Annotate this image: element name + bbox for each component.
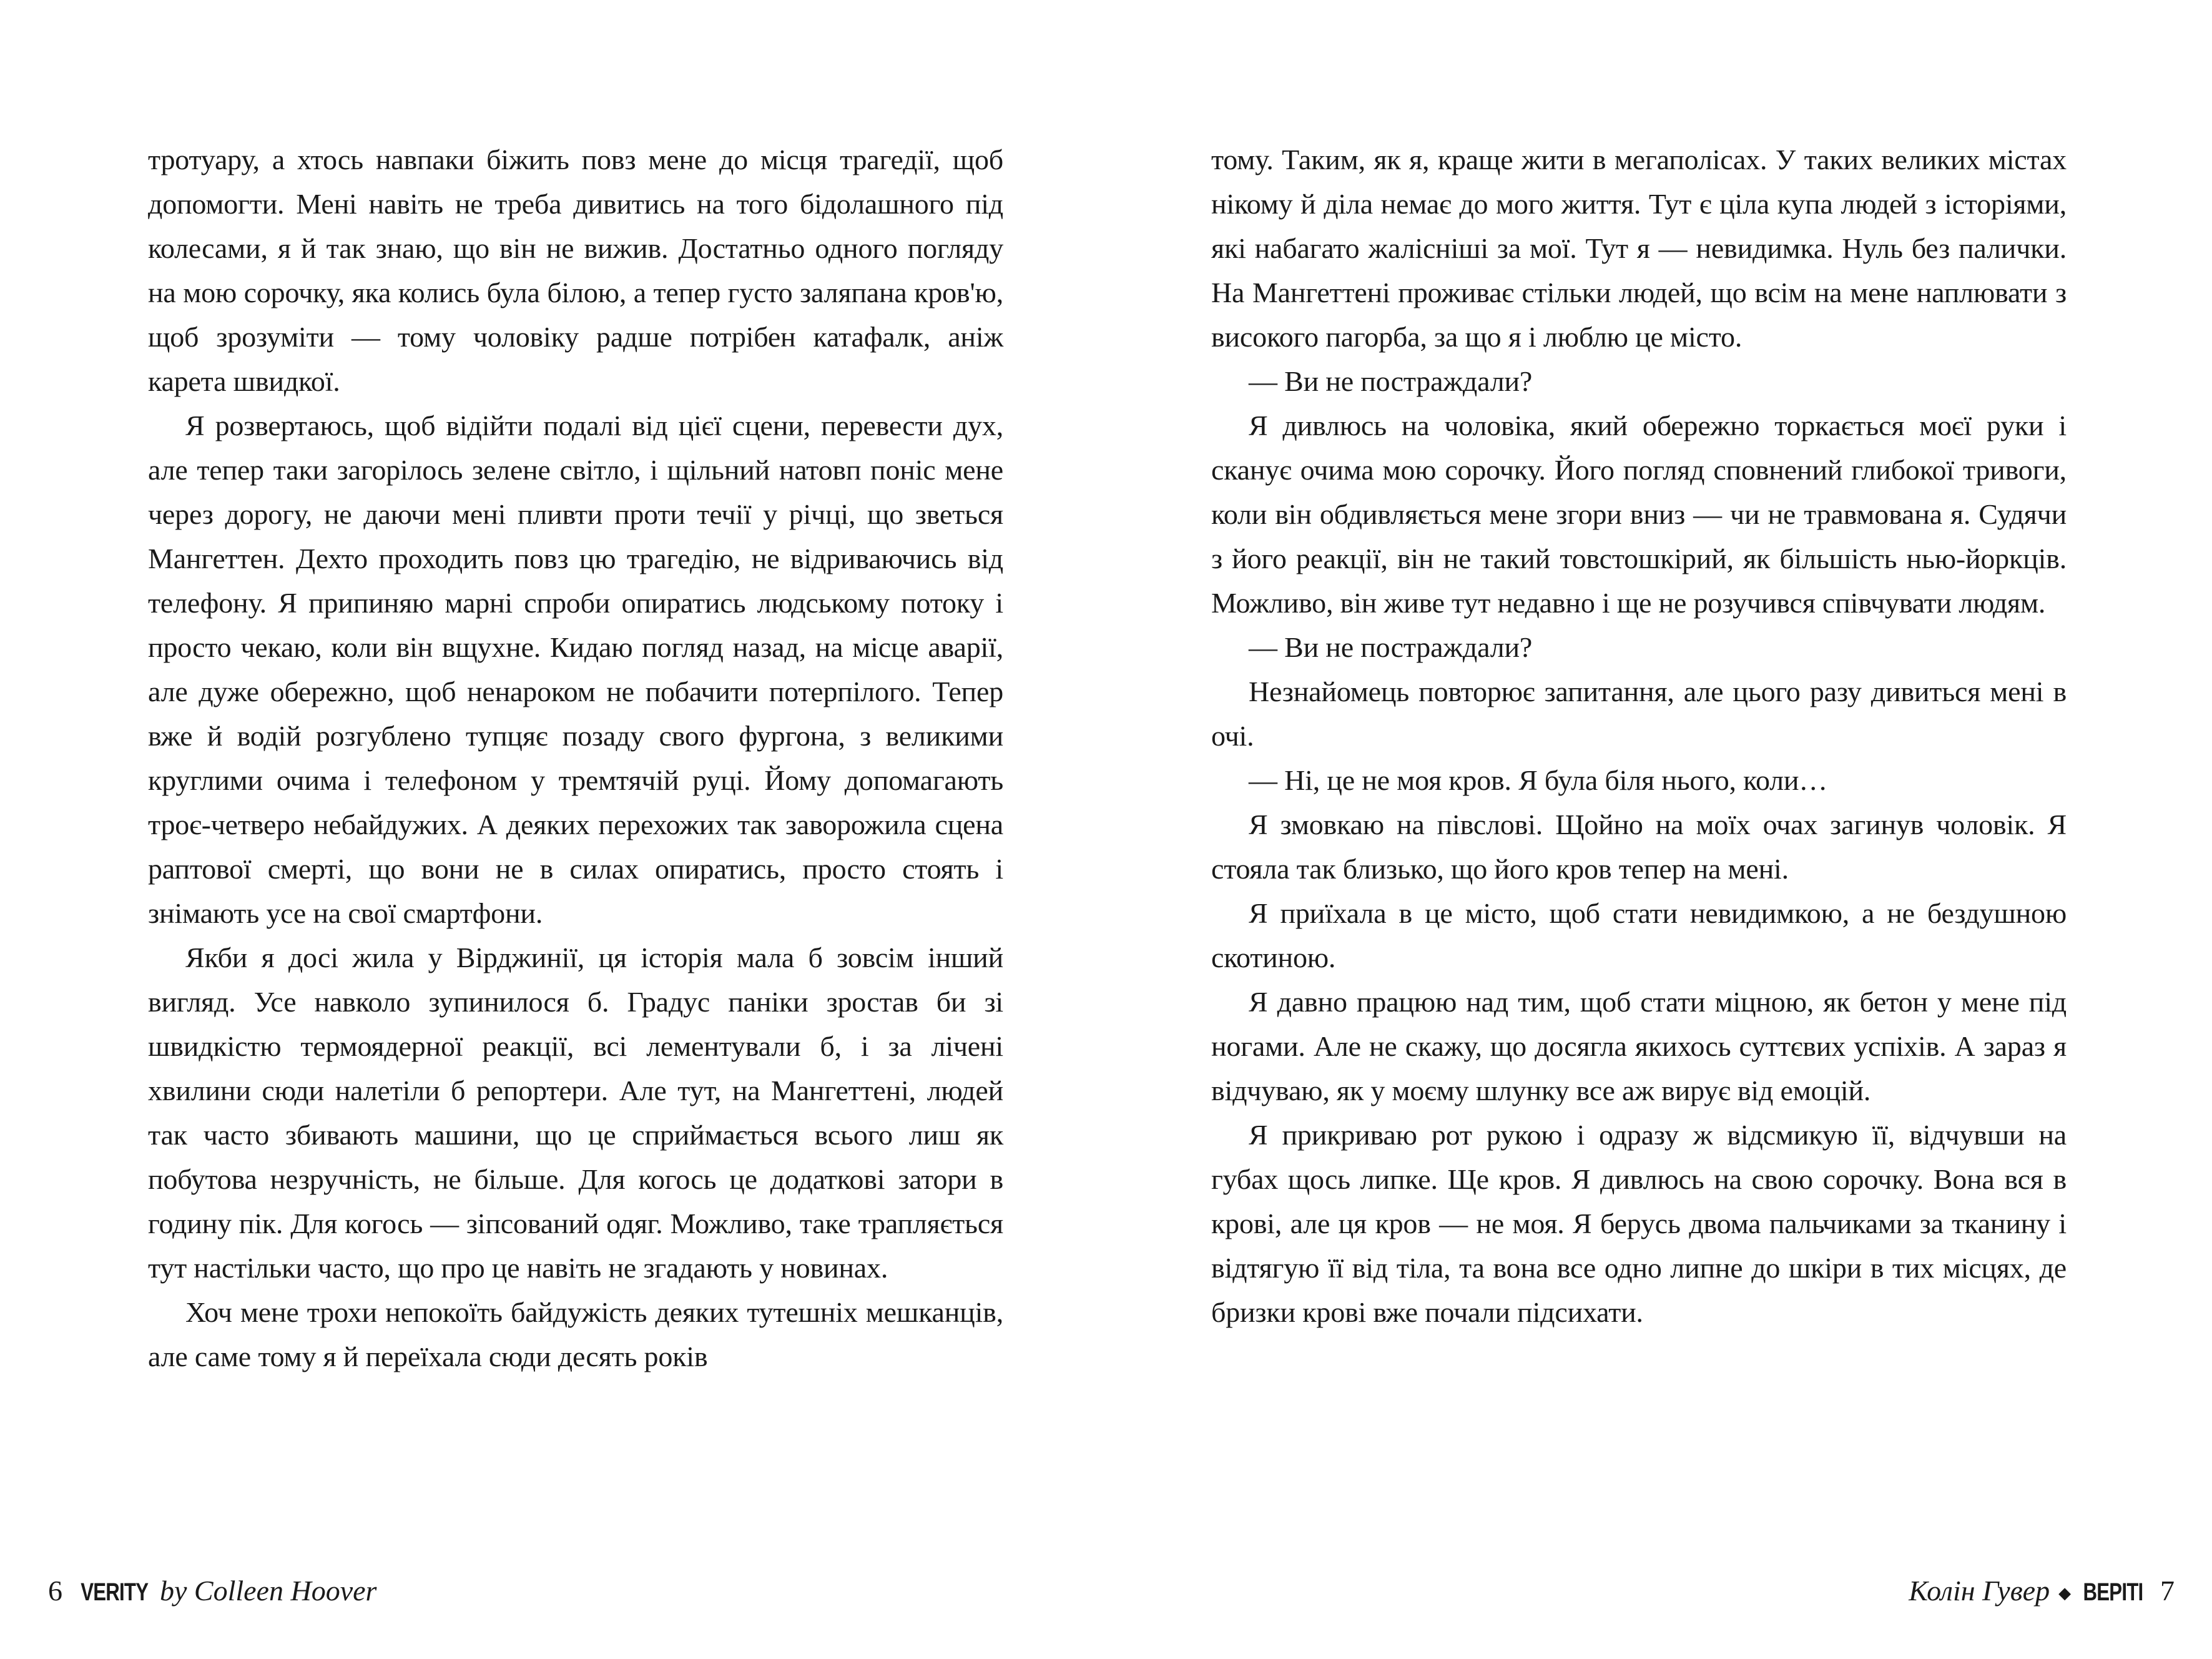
author-byline: by Colleen Hoover (159, 1575, 377, 1607)
paragraph: Хоч мене трохи непокоїть байдужість деяких тутешніх мешканців, але саме тому я й переїхала сюди десять років (148, 1296, 1003, 1372)
paragraph: тому. Таким, як я, краще жити в мегаполісах. У таких великих містах нікому й діла немає до мого життя. Тут є ціла купа людей з історіями, які набагато жалісніші за мої. Тут я — невидимка. Нуль без палички. На Мангеттені проживає стільки людей, що всім на мене наплювати з високого пагорба, за що я і люблю це місто. (1211, 144, 2067, 353)
page-number: 7 (2160, 1575, 2175, 1607)
paragraph: Я прикриваю рот рукою і одразу ж відсмикую її, відчувши на губах щось липке. Ще кров. Я дивлюсь на свою сорочку. Вона вся в крові, але ця кров — не моя. Я берусь двома пальчиками за тканину і відтягую її від тіла, та вона все одно липне до шкіри в тих місцях, де бризки крові вже почали підсихати. (1211, 1119, 2067, 1328)
paragraph: Я змовкаю на півслові. Щойно на моїх очах загинув чоловік. Я стояла так близько, що його кров тепер на мені. (1211, 809, 2067, 885)
book-title: VERITY (81, 1578, 149, 1606)
left-page-footer (48, 1572, 376, 1611)
paragraph: Я приїхала в це місто, щоб стати невидимкою, а не бездушною скотиною. (1211, 897, 2067, 973)
book-title: ВЕРІТІ (2083, 1578, 2143, 1606)
paragraph: Якби я досі жила у Вірджинії, ця історія мала б зовсім інший вигляд. Усе навколо зупинилося б. Градус паніки зростав би зі швидкістю термоядерної реакції, всі лементували б, і за лічені хвилини сюди налетіли б репортери. Але тут, на Мангеттені, людей так часто збивають машини, що це сприймається всього лиш як побутова незручність, не більше. Для когось це додаткові затори в годину пік. Для когось — зіпсований одяг. Можливо, таке трапляється тут настільки часто, що про це навіть не згадають у новинах. (148, 942, 1003, 1284)
author-name: Колін Гувер (1909, 1575, 2050, 1607)
dialogue-line: — Ви не постраждали? (1249, 631, 1533, 663)
paragraph: Я давно працюю над тим, щоб стати міцною, як бетон у мене під ногами. Але не скажу, що досягла якихось суттєвих успіхів. А зараз я відчуваю, як у моєму шлунку все аж вирує від емоцій. (1211, 986, 2067, 1106)
dialogue-line: — Ви не постраждали? (1249, 365, 1533, 397)
page-number: 6 (48, 1575, 62, 1607)
right-page-text-column (1211, 137, 2067, 1334)
paragraph: тротуару, а хтось навпаки біжить повз мене до місця трагедії, щоб допомогти. Мені навіть не треба дивитись на того бідолашного під колесами, я й так знаю, що він не вижив. Достатньо одного погляду на мою сорочку, яка колись була білою, а тепер густо заляпана кров'ю, щоб зрозуміти — тому чоловіку радше потрібен катафалк, аніж карета швидкої. (148, 144, 1003, 397)
paragraph: Я дивлюсь на чоловіка, який обережно торкається моєї руки і сканує очима мою сорочку. Його погляд сповнений глибокої тривоги, коли він обдивляється мене згори вниз — чи не травмована я. Судячи з його реакції, він не такий товстошкірий, як більшість нью-йоркців. Можливо, він живе тут недавно і ще не розучився співчувати людям. (1211, 410, 2067, 619)
diamond-separator-icon: ◆ (2058, 1584, 2072, 1603)
left-page-text-column (148, 137, 1003, 1379)
dialogue-line: — Ні, це не моя кров. Я була біля нього, коли… (1249, 764, 1828, 796)
right-page-footer (1909, 1572, 2175, 1612)
paragraph: Незнайомець повторює запитання, але цього разу дивиться мені в очі. (1211, 676, 2067, 752)
right-page (1106, 0, 2212, 1659)
paragraph: Я розвертаюсь, щоб відійти подалі від цієї сцени, перевести дух, але тепер таки загорілось зелене світло, і щільний натовп поніс мене через дорогу, не даючи мені пливти проти течії у річці, що зветься Мангеттен. Дехто проходить повз цю трагедію, не відриваючись від телефону. Я припиняю марні спроби опиратись людському потоку і просто чекаю, коли він вщухне. Кидаю погляд назад, на місце аварії, але дуже обережно, щоб ненароком не побачити потерпілого. Тепер вже й водій розгублено тупцяє позаду свого фургона, з великими круглими очима і телефоном у тремтячій руці. Йому допомагають троє-четверо небайдужих. А деяких перехожих так заворожила сцена раптової смерті, що вони не в силах опиратись, просто стоять і знімають усе на свої смартфони. (148, 410, 1003, 929)
